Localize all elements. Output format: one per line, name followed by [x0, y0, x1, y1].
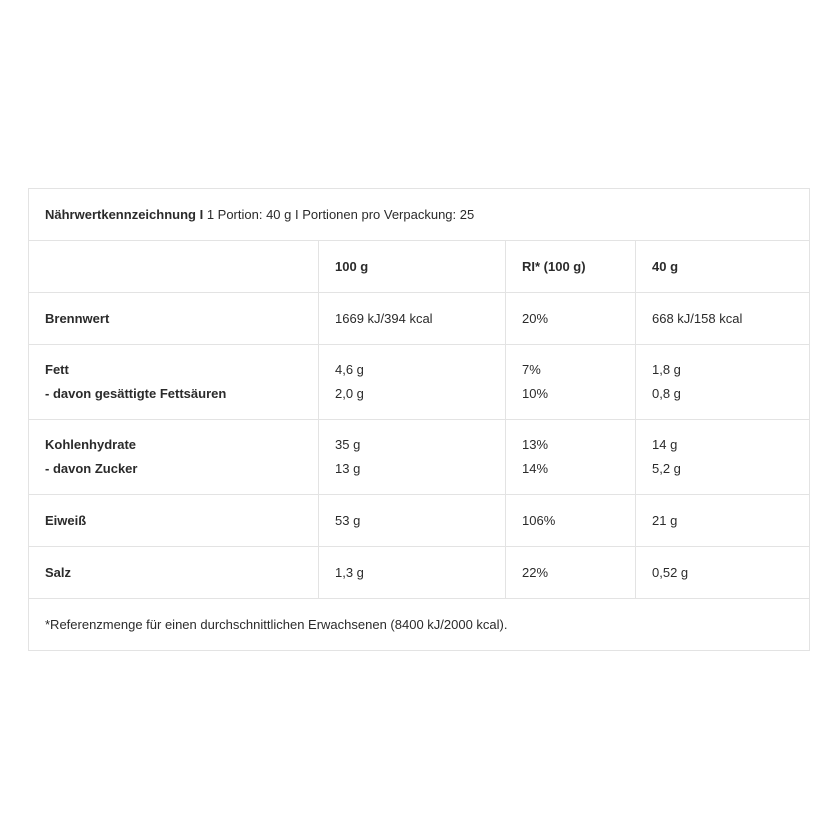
value-text: 20% — [522, 310, 549, 326]
row-label — [29, 495, 319, 546]
table-row-salz — [29, 547, 809, 599]
value-text: 22% — [522, 564, 549, 580]
table-row-brennwert — [29, 293, 809, 345]
value-text: 13 g — [335, 461, 361, 476]
table-row-kohlenhydrate — [29, 420, 809, 495]
header-cell-ri: RI* (100 g) — [506, 241, 636, 292]
row-sublabel-text: - davon gesättigte Fettsäuren — [45, 386, 227, 401]
row-label — [29, 420, 319, 494]
value-text: 4,6 g — [335, 362, 364, 377]
value-text: 0,52 g — [652, 564, 689, 580]
header-cell-label — [29, 241, 319, 292]
value-text: 668 kJ/158 kcal — [652, 310, 743, 326]
row-label-text: Kohlenhydrate — [45, 437, 137, 452]
value-per-100g — [319, 293, 506, 344]
header-cell-portion: 40 g — [652, 258, 679, 274]
value-text: 14% — [522, 461, 549, 476]
row-label — [29, 547, 319, 598]
value-ri — [506, 345, 636, 419]
value-text: 1669 kJ/394 kcal — [335, 310, 433, 326]
value-text: 5,2 g — [652, 461, 681, 476]
row-label-text: Fett — [45, 362, 69, 377]
footnote-text: *Referenzmenge für einen durchschnittlichen Erwachsenen (8400 kJ/2000 kcal). — [45, 617, 508, 632]
value-text: 10% — [522, 386, 549, 401]
value-text: 1,3 g — [335, 564, 364, 580]
value-portion — [636, 547, 809, 598]
value-ri — [506, 547, 636, 598]
table-caption — [29, 189, 809, 241]
value-portion — [636, 495, 809, 546]
value-text: 106% — [522, 512, 556, 528]
value-ri — [506, 293, 636, 344]
caption-title: Nährwertkennzeichnung I — [45, 207, 204, 222]
value-text: 35 g — [335, 437, 361, 452]
value-portion — [636, 345, 809, 419]
header-cell-per-100g: 100 g — [319, 241, 506, 292]
value-text: 0,8 g — [652, 386, 681, 401]
value-text: 1,8 g — [652, 362, 681, 377]
value-text: 2,0 g — [335, 386, 364, 401]
table-row-eiweiss — [29, 495, 809, 547]
value-portion — [636, 293, 809, 344]
nutrition-table — [28, 188, 810, 651]
row-label-text: Eiweiß — [45, 512, 87, 528]
value-ri — [506, 420, 636, 494]
value-per-100g — [319, 420, 506, 494]
value-text: 7% — [522, 362, 541, 377]
row-label — [29, 345, 319, 419]
value-text: 14 g — [652, 437, 678, 452]
value-text: 13% — [522, 437, 549, 452]
value-per-100g — [319, 345, 506, 419]
table-footnote — [29, 599, 809, 650]
value-ri — [506, 495, 636, 546]
value-per-100g — [319, 495, 506, 546]
value-text: 21 g — [652, 512, 678, 528]
row-label-text: Salz — [45, 564, 72, 580]
value-per-100g — [319, 547, 506, 598]
value-portion — [636, 420, 809, 494]
row-label-text: Brennwert — [45, 310, 110, 326]
value-text: 53 g — [335, 512, 361, 528]
row-label — [29, 293, 319, 344]
header-row — [29, 241, 809, 293]
caption-details: 1 Portion: 40 g I Portionen pro Verpackung: 25 — [203, 207, 475, 222]
table-row-fett — [29, 345, 809, 420]
row-sublabel-text: - davon Zucker — [45, 461, 138, 476]
